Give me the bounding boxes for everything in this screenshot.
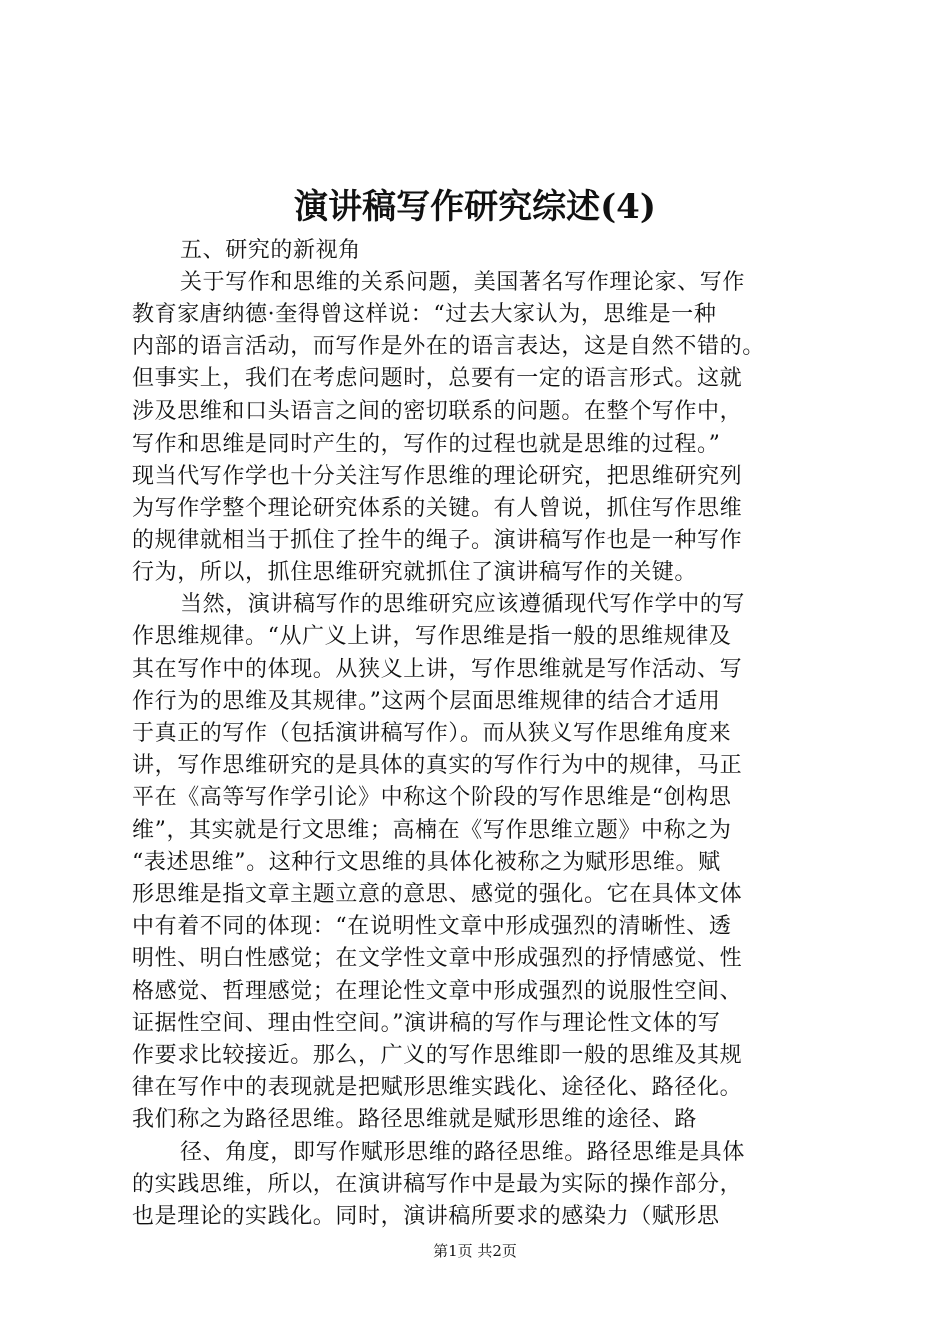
document-title: 演讲稿写作研究综述(4) [294,187,656,227]
text-line: 作要求比较接近。那么，广义的写作思维即一般的思维及其规 [132,1043,743,1068]
text-line: 教育家唐纳德·奎得曾这样说：“过去大家认为，思维是一种 [132,302,717,327]
text-line: 我们称之为路径思维。路径思维就是赋形思维的途径、路 [132,1107,698,1132]
text-line: 现当代写作学也十分关注写作思维的理论研究，把思维研究列 [132,464,743,489]
text-line: 形思维是指文章主题立意的意思、感觉的强化。它在具体文体 [132,882,743,907]
text-line: 涉及思维和口头语言之间的密切联系的问题。在整个写作中， [132,399,743,424]
text-line: 作行为的思维及其规律。”这两个层面思维规律的结合才适用 [132,689,721,714]
text-line: 为写作学整个理论研究体系的关键。有人曾说，抓住写作思维 [132,496,743,521]
text-line: 当然，演讲稿写作的思维研究应该遵循现代写作学中的写 [180,592,746,617]
text-line: 的实践思维，所以，在演讲稿写作中是最为实际的操作部分， [132,1172,743,1197]
text-line: 关于写作和思维的关系问题，美国著名写作理论家、写作 [180,270,746,295]
text-line: 内部的语言活动，而写作是外在的语言表达，这是自然不错的。 [132,334,765,359]
text-line: 平在《高等写作学引论》中称这个阶段的写作思维是“创构思 [132,785,732,810]
text-line: 讲，写作思维研究的是具体的真实的写作行为中的规律，马正 [132,753,743,778]
text-line: 行为，所以，抓住思维研究就抓住了演讲稿写作的关键。 [132,560,698,585]
text-line: 其在写作中的体现。从狭义上讲，写作思维就是写作活动、写 [132,657,743,682]
text-line: 写作和思维是同时产生的，写作的过程也就是思维的过程。” [132,432,721,457]
text-line: 的规律就相当于抓住了拴牛的绳子。演讲稿写作也是一种写作 [132,528,743,553]
text-line: “表述思维”。这种行文思维的具体化被称之为赋形思维。赋 [132,850,721,875]
text-line: 明性、明白性感觉；在文学性文章中形成强烈的抒情感觉、性 [132,946,743,971]
text-line: 证据性空间、理由性空间。”演讲稿的写作与理论性文体的写 [132,1011,721,1036]
text-line: 也是理论的实践化。同时，演讲稿所要求的感染力（赋形思 [132,1204,720,1229]
text-line: 于真正的写作（包括演讲稿写作）。而从狭义写作思维角度来 [132,721,732,746]
text-line: 作思维规律。“从广义上讲，写作思维是指一般的思维规律及 [132,624,732,649]
text-line: 格感觉、哲理感觉；在理论性文章中形成强烈的说服性空间、 [132,979,743,1004]
section-heading: 五、研究的新视角 [180,238,361,263]
text-line: 中有着不同的体现：“在说明性文章中形成强烈的清晰性、透 [132,914,732,939]
text-line: 律在写作中的表现就是把赋形思维实践化、途径化、路径化。 [132,1075,743,1100]
text-line: 维”，其实就是行文思维；高楠在《写作思维立题》中称之为 [132,818,732,843]
text-line: 径、角度，即写作赋形思维的路径思维。路径思维是具体 [180,1140,746,1165]
text-line: 但事实上，我们在考虑问题时，总要有一定的语言形式。这就 [132,366,743,391]
page-number-footer: 第1页 共2页 [433,1242,517,1260]
